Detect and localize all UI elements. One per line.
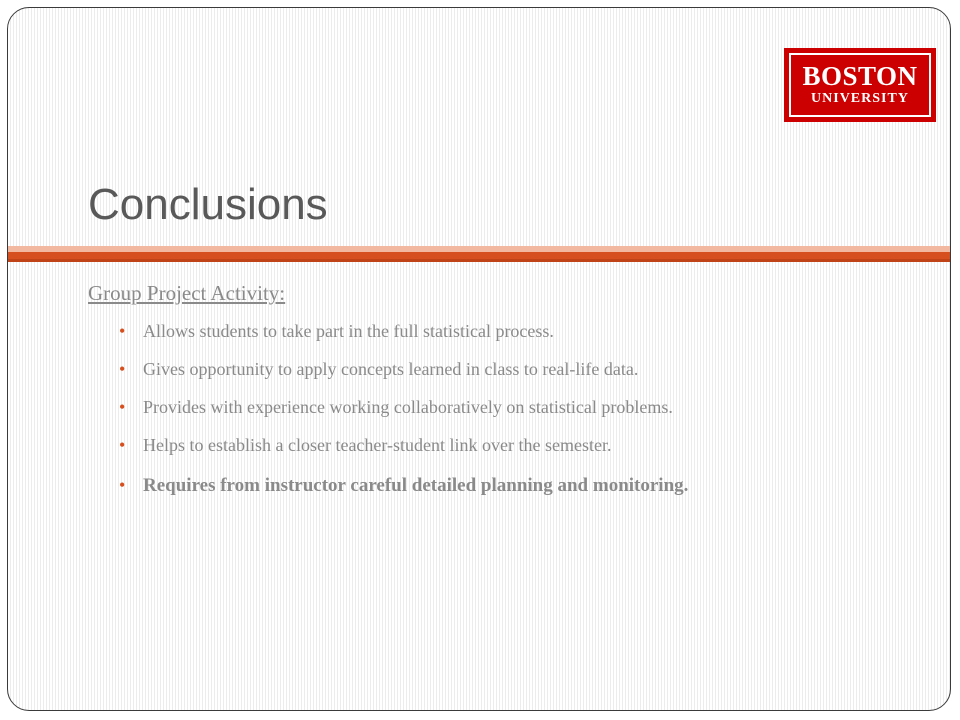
bullet-icon: • [119,435,126,455]
bullet-item [115,358,815,380]
bullet-item [115,396,815,418]
bullet-icon: • [119,321,126,341]
bullet-item [115,434,815,456]
bullet-item [115,320,815,342]
title-divider-dark [8,259,950,262]
subheading: Group Project Activity: [88,281,286,305]
bullet-text: Gives opportunity to apply concepts learned in class to real-life data. [143,359,639,379]
boston-university-logo [784,48,936,122]
bullet-text: Helps to establish a closer teacher-student link over the semester. [143,435,612,455]
bullet-text: Allows students to take part in the full statistical process. [143,321,554,341]
slide [7,7,951,711]
bullet-text: Requires from instructor careful detailed planning and monitoring. [143,475,689,496]
logo-text-boston: BOSTON [802,61,918,91]
bullet-item-emphasized [115,472,815,499]
bullet-icon: • [119,397,126,417]
bullet-icon: • [119,475,126,495]
logo-text-university: UNIVERSITY [811,91,909,106]
slide-title: Conclusions [88,180,328,229]
bullet-list [115,320,815,515]
bullet-text: Provides with experience working collaboratively on statistical problems. [143,397,673,417]
logo-frame [789,53,931,117]
bullet-icon: • [119,359,126,379]
title-divider [8,252,950,259]
